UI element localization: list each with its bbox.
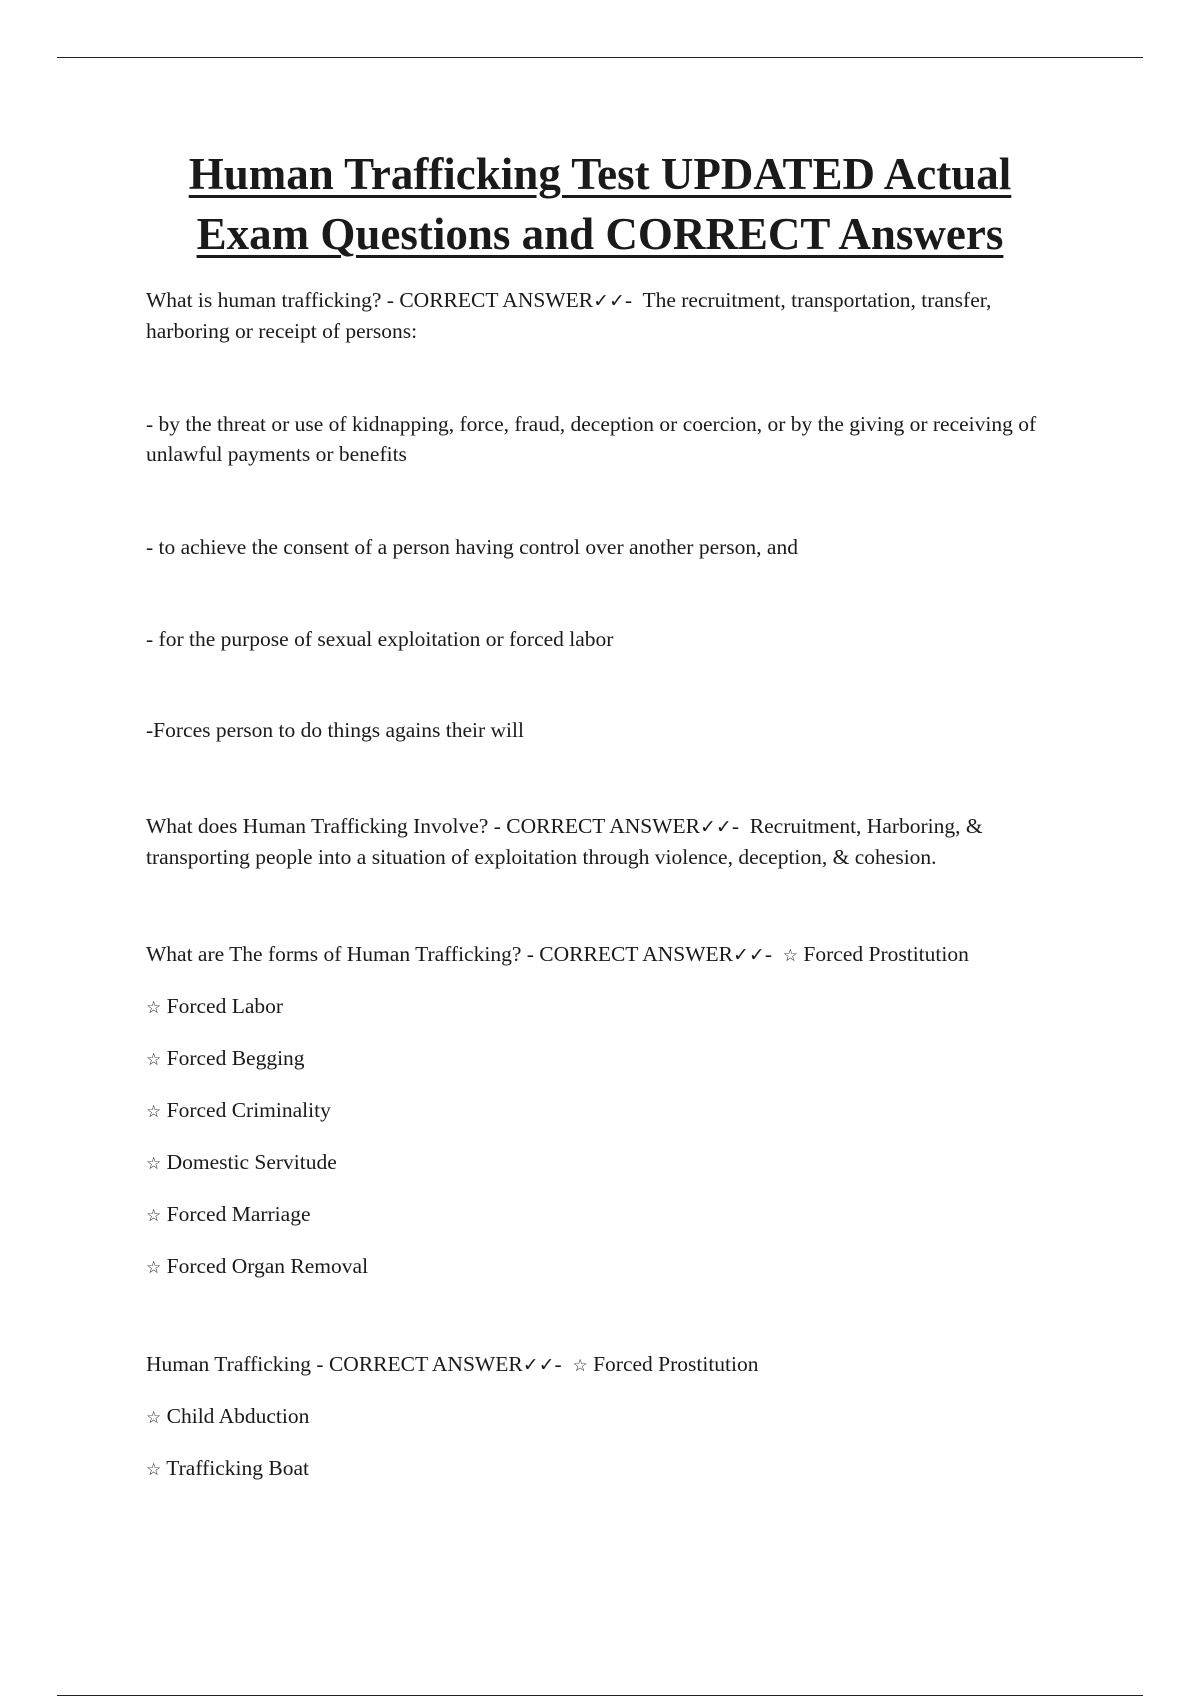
list-item: ☆ Domestic Servitude <box>146 1150 337 1174</box>
star-icon: ☆ <box>146 998 162 1018</box>
list-item: ☆ Forced Begging <box>146 1046 305 1070</box>
answer-label: CORRECT ANSWER <box>399 288 594 312</box>
list-item: ☆ Forced Marriage <box>146 1202 311 1226</box>
question-text: Human Trafficking - <box>146 1352 329 1376</box>
check-icon: ✓✓ <box>700 816 732 838</box>
star-icon: ☆ <box>146 1154 162 1174</box>
answer-point: -Forces person to do things agains their will <box>146 718 524 742</box>
answer-point: - to achieve the consent of a person having control over another person, and <box>146 535 798 559</box>
answer-text: Recruitment, Harboring, & transporting people into a situation of exploitation through violence, deception, & cohesion. <box>146 814 983 869</box>
answer-text: Forced Prostitution <box>593 1352 759 1376</box>
qa-block-2: What does Human Trafficking Involve? - CORRECT ANSWER✓✓- Recruitment, Harboring, & transporting people into a situation of exploitation through violence, deception, & cohesion. <box>146 814 983 869</box>
question-text: What does Human Trafficking Involve? - <box>146 814 507 838</box>
bottom-rule <box>57 1695 1143 1696</box>
star-icon: ☆ <box>146 1102 162 1122</box>
title-line-2: Exam Questions and CORRECT Answers <box>196 209 1004 259</box>
star-icon: ☆ <box>146 1408 162 1428</box>
check-icon: ✓✓ <box>522 1354 555 1376</box>
list-item: ☆ Child Abduction <box>146 1404 310 1428</box>
star-icon: ☆ <box>572 1356 588 1376</box>
document-body <box>146 285 1056 1485</box>
document-title <box>100 144 1100 264</box>
star-icon: ☆ <box>146 1460 162 1480</box>
answer-point: - for the purpose of sexual exploitation or forced labor <box>146 627 614 651</box>
top-rule <box>57 57 1143 58</box>
answer-label: CORRECT ANSWER <box>539 942 734 966</box>
list-item: ☆ Forced Criminality <box>146 1098 331 1122</box>
check-icon: ✓✓ <box>733 944 765 966</box>
qa-block-4: Human Trafficking - CORRECT ANSWER✓✓- ☆ Forced Prostitution <box>146 1352 759 1376</box>
list-item: ☆ Trafficking Boat <box>146 1456 309 1480</box>
qa-block-1: What is human trafficking? - CORRECT ANSWER✓✓- The recruitment, transportation, transfer, harboring or receipt of persons: <box>146 288 992 343</box>
title-line-1: Human Trafficking Test UPDATED Actual <box>188 149 1012 199</box>
star-icon: ☆ <box>782 946 799 966</box>
answer-text: Forced Prostitution <box>803 942 969 966</box>
question-text: What are The forms of Human Trafficking? - <box>146 942 540 966</box>
check-icon: ✓✓ <box>593 290 625 312</box>
star-icon: ☆ <box>146 1258 162 1278</box>
answer-label: CORRECT ANSWER <box>506 814 700 838</box>
answer-point: - by the threat or use of kidnapping, force, fraud, deception or coercion, or by the giving or receiving of unlawful payments or benefits <box>146 412 1037 466</box>
answer-label: CORRECT ANSWER <box>328 1352 523 1376</box>
star-icon: ☆ <box>146 1050 162 1070</box>
list-item: ☆ Forced Labor <box>146 994 284 1018</box>
question-text: What is human trafficking? - <box>146 288 400 312</box>
qa-block-3: What are The forms of Human Trafficking? - CORRECT ANSWER✓✓- ☆ Forced Prostitution <box>146 942 969 966</box>
star-icon: ☆ <box>146 1206 162 1226</box>
answer-text: The recruitment, transportation, transfer, harboring or receipt of persons: <box>146 288 992 343</box>
list-item: ☆ Forced Organ Removal <box>146 1254 369 1278</box>
